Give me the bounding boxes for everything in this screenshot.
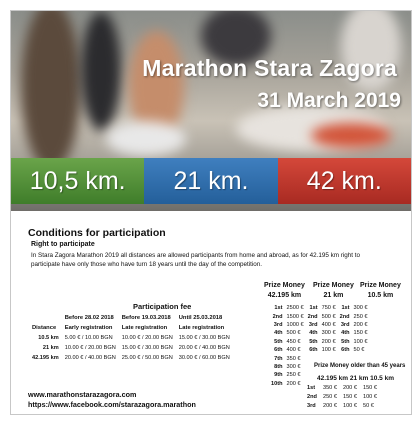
prize-header-21: Prize Money 21 km xyxy=(313,282,354,299)
older-prize-table xyxy=(304,383,380,410)
event-date: 31 March 2019 xyxy=(257,89,401,112)
distance-band xyxy=(11,158,411,204)
fee-row: 10.5 km 5.00 € / 10.00 BGN 10.00 € / 20.00 BGN 15.00 € / 30.00 BGN xyxy=(38,335,230,341)
poster-card xyxy=(10,10,412,415)
event-title: Marathon Stara Zagora xyxy=(142,55,397,81)
table-row: 7th 350 € xyxy=(274,355,301,362)
table-row: 1st 2500 € 1st 750 € 1st 300 € xyxy=(274,305,368,312)
runner-leg-shape xyxy=(81,11,121,131)
prize-header-42: Prize Money 42.195 km xyxy=(264,282,305,299)
table-row: 9th 250 € xyxy=(274,372,301,379)
table-row: 5th 450 € 5th 200 € 5th 100 € xyxy=(274,338,368,345)
table-row: 2nd 1500 € 2nd 500 € 2nd 250 € xyxy=(272,313,368,320)
distance-21: 21 km. xyxy=(144,158,277,204)
fee-row: 42.195 km 20.00 € / 40.00 BGN 25.00 € / 50.00 BGN 30.00 € / 60.00 BGN xyxy=(32,355,230,361)
runner-shoe-accent xyxy=(311,123,391,148)
contact-links xyxy=(28,390,196,410)
fee-table xyxy=(29,313,233,363)
runner-shoe-shape xyxy=(106,121,186,156)
fee-title: Participation fee xyxy=(133,302,192,311)
table-row: 4th 500 € 4th 300 € 4th 150 € xyxy=(274,330,368,337)
older-prize-title: Prize Money older than 45 years xyxy=(314,363,406,369)
table-row: 2nd 250 € 150 € 100 € xyxy=(307,393,377,400)
conditions-title: Conditions for participation xyxy=(28,227,166,239)
distance-42: 42 km. xyxy=(278,158,411,204)
facebook-link[interactable]: https://www.facebook.com/starazagora.marathon xyxy=(28,400,196,409)
fee-header-row: Before 28.02 2018 Before 19.03.2018 Until 25.03.2018 xyxy=(64,315,223,321)
conditions-text: In Stara Zagora Marathon 2019 all distances are allowed participants from home and abroad, as for 42.195 km right to participate have only those who have turn 18 years until the day of the competition. xyxy=(31,252,361,268)
conditions-subtitle: Right to participate xyxy=(31,241,95,248)
runner-leg-shape xyxy=(21,11,81,171)
older-prize-headers: 42.195 km 21 km 10.5 km xyxy=(317,375,394,382)
hero-banner xyxy=(11,11,411,211)
table-row: 1st 350 € 200 € 150 € xyxy=(307,384,377,391)
distance-10-5: 10,5 km. xyxy=(11,158,144,204)
fee-header-row: Distance Early registration Late registration Late registration xyxy=(32,325,225,331)
prize-header-10-5: Prize Money 10.5 km xyxy=(360,282,401,299)
table-row: 3rd 200 € 100 € 50 € xyxy=(307,402,374,409)
fee-row: 21 km 10.00 € / 20.00 BGN 15.00 € / 30.00 BGN 20.00 € / 40.00 BGN xyxy=(42,345,230,351)
table-row: 8th 300 € xyxy=(274,363,301,370)
table-row: 6th 400 € 6th 100 € 6th 50 € xyxy=(274,347,365,354)
table-row: 3rd 1000 € 3rd 400 € 3rd 200 € xyxy=(273,321,368,328)
table-row: 10th 200 € xyxy=(271,380,301,387)
website-link[interactable]: www.marathonstarazagora.com xyxy=(28,390,137,399)
